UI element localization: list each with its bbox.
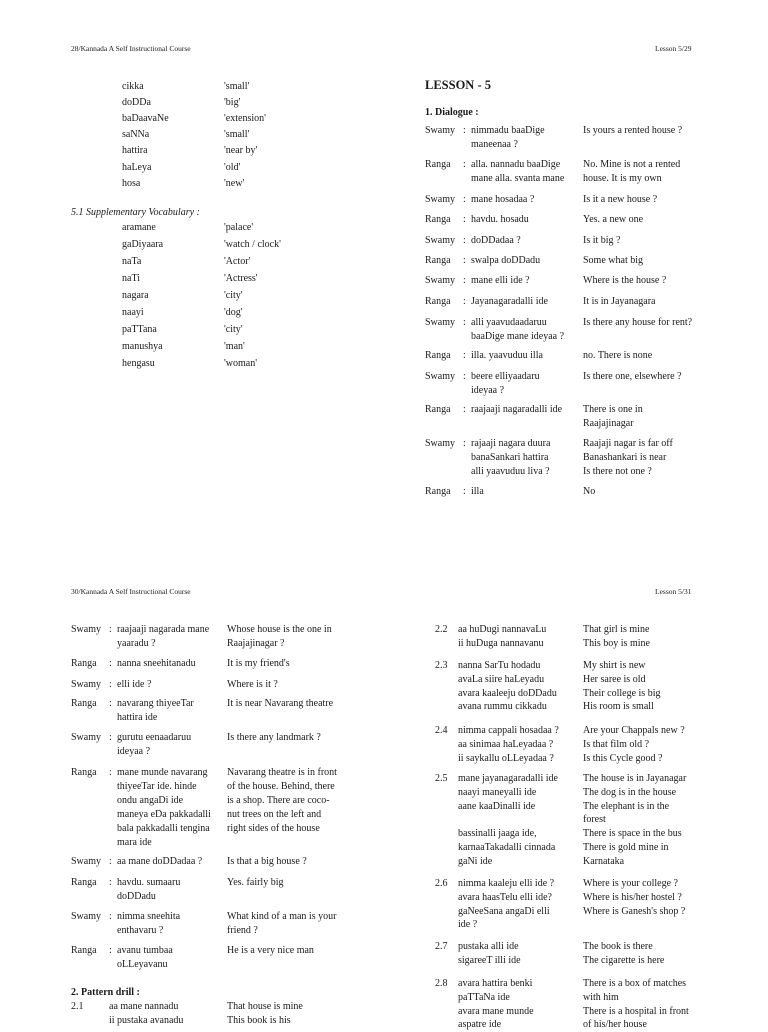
kannada-line: ii pustaka avanadu <box>109 1014 184 1026</box>
kannada-line: oLLeyavanu <box>117 959 168 970</box>
english-translation: Is there any house for rent? <box>583 317 693 328</box>
kannada-line: rajaaji nagara duura <box>471 438 551 449</box>
kannada-line: thiyeeTar ide. hinde <box>117 781 197 792</box>
english-translation: There is gold mine in <box>583 842 669 853</box>
english-translation: Raajajinagar ? <box>227 638 285 649</box>
colon: : <box>463 255 466 266</box>
kannada-line: aspatre ide <box>458 1019 502 1031</box>
english-translation: Navarang theatre is in front <box>227 767 337 778</box>
colon: : <box>109 945 112 956</box>
english-translation: It is in Jayanagara <box>583 296 656 307</box>
english-translation: Banashankari is near <box>583 452 667 463</box>
vocab-word: haLeya <box>122 161 152 173</box>
kannada-line: hattira ide <box>117 712 158 723</box>
english-translation: This boy is mine <box>583 637 650 649</box>
english-translation: forest <box>583 814 606 826</box>
speaker-name: Swamy <box>71 679 101 690</box>
english-translation: That girl is mine <box>583 624 650 635</box>
kannada-line: pustaka alli ide <box>458 941 519 952</box>
english-translation: no. There is none <box>583 350 653 361</box>
kannada-line: raajaaji nagaradalli ide <box>471 404 563 415</box>
kannada-line: mane jayanagaradalli ide <box>458 773 558 784</box>
kannada-line: nanna SarTu hodadu <box>458 660 541 671</box>
vocab-gloss: 'dog' <box>224 307 243 318</box>
kannada-line: ideyaa ? <box>471 385 505 396</box>
colon: : <box>463 438 466 449</box>
kannada-line: doDDadaa ? <box>471 235 521 246</box>
vocab-gloss: 'watch / clock' <box>224 239 281 250</box>
vocab-word: hosa <box>122 177 141 189</box>
kannada-line: enthavaru ? <box>117 925 164 936</box>
speaker-name: Ranga <box>71 658 97 669</box>
english-translation: Where is Ganesh's shop ? <box>583 905 686 917</box>
colon: : <box>109 767 112 778</box>
speaker-name: Ranga <box>71 877 97 888</box>
english-translation: It is near Navarang theatre <box>227 698 334 709</box>
speaker-name: Ranga <box>71 945 97 956</box>
kannada-line: bassinalli jaaga ide, <box>458 828 537 840</box>
vocab-word: gaDiyaara <box>122 239 164 250</box>
speaker-name: Swamy <box>425 317 455 328</box>
colon: : <box>109 911 112 922</box>
speaker-name: Ranga <box>425 404 451 415</box>
speaker-name: Swamy <box>425 194 455 205</box>
vocab-gloss: 'old' <box>224 161 241 173</box>
page-header: Lesson 5/29 <box>655 44 692 53</box>
english-translation: house. It is my own <box>583 173 662 184</box>
english-translation: Is yours a rented house ? <box>583 125 683 136</box>
kannada-line: navarang thiyeeTar <box>117 698 194 709</box>
kannada-line: karnaaTakadalli cinnada <box>458 842 556 853</box>
kannada-line: alla. nannadu baaDige <box>471 159 561 170</box>
vocab-word: baDaavaNe <box>122 113 169 125</box>
colon: : <box>463 296 466 307</box>
vocab-word: manushya <box>122 341 163 352</box>
kannada-line: maneya eDa pakkadalli <box>117 809 211 820</box>
page-header: Lesson 5/31 <box>655 587 692 596</box>
dialogue-heading: 1. Dialogue : <box>425 107 479 118</box>
colon: : <box>463 125 466 136</box>
kannada-line: nanna sneehitanadu <box>117 658 196 669</box>
speaker-name: Ranga <box>425 296 451 307</box>
kannada-line: alli yaavudaadaruu <box>471 317 547 328</box>
kannada-line: naayi maneyalli ide <box>458 786 537 798</box>
kannada-line: gaNeeSana angaDi elli <box>458 905 550 917</box>
english-translation: Whose house is the one in <box>227 624 332 635</box>
kannada-line: aane kaaDinalli ide <box>458 800 536 812</box>
drill-number: 2.2 <box>435 624 448 635</box>
vocab-word: aramane <box>122 222 156 233</box>
speaker-name: Swamy <box>425 235 455 246</box>
speaker-name: Swamy <box>425 275 455 286</box>
kannada-line: Jayanagaradalli ide <box>471 296 548 307</box>
kannada-line: havdu. sumaaru <box>117 877 181 888</box>
kannada-line: gurutu eenaadaruu <box>117 732 192 743</box>
kannada-line: banaSankari hattira <box>471 452 549 463</box>
vocab-gloss: 'city' <box>224 290 243 301</box>
kannada-line: beere elliyaadaru <box>471 371 540 382</box>
speaker-name: Swamy <box>71 911 101 922</box>
colon: : <box>109 679 112 690</box>
kannada-line: maneenaa ? <box>471 139 518 150</box>
drill-number: 2.7 <box>435 941 448 952</box>
english-translation: Is that film old ? <box>583 738 650 750</box>
kannada-line: elli ide ? <box>117 679 152 690</box>
colon: : <box>463 350 466 361</box>
english-translation: Her saree is old <box>583 673 646 685</box>
vocab-gloss: 'small' <box>224 129 250 141</box>
colon: : <box>463 235 466 246</box>
kannada-line: ii saykallu oLLeyadaa ? <box>458 752 554 764</box>
english-translation: There is one in <box>583 404 643 415</box>
kannada-line: nimma kaaleju elli ide ? <box>458 878 555 889</box>
english-translation: Yes. fairly big <box>227 877 284 888</box>
english-translation: Some what big <box>583 255 643 266</box>
vocab-word: saNNa <box>122 129 150 141</box>
drill-number: 2.8 <box>435 978 448 989</box>
english-translation: Their college is big <box>583 687 661 699</box>
speaker-name: Ranga <box>425 214 451 225</box>
english-translation: friend ? <box>227 925 258 936</box>
kannada-line: avara haasTelu elli ide? <box>458 891 552 903</box>
kannada-line: avanu tumbaa <box>117 945 173 956</box>
colon: : <box>109 698 112 709</box>
kannada-line: avara kaaleeju doDDadu <box>458 687 557 699</box>
vocab-gloss: 'near by' <box>224 145 258 157</box>
speaker-name: Ranga <box>425 486 451 497</box>
english-translation: The dog is in the house <box>583 786 677 798</box>
colon: : <box>109 624 112 635</box>
drill-number: 2.5 <box>435 773 448 784</box>
english-translation: The elephant is in the <box>583 800 670 812</box>
kannada-line: nimmadu baaDige <box>471 125 545 136</box>
vocab-gloss: 'woman' <box>224 358 258 369</box>
kannada-line: doDDadu <box>117 891 156 902</box>
kannada-line: aa mane doDDadaa ? <box>117 856 203 867</box>
speaker-name: Swamy <box>425 125 455 136</box>
page-header: 28/Kannada A Self Instructional Course <box>71 44 191 53</box>
drill-number: 2.3 <box>435 660 448 671</box>
speaker-name: Ranga <box>71 698 97 709</box>
kannada-line: mane alla. svanta mane <box>471 173 565 184</box>
english-translation: Where is your college ? <box>583 878 678 889</box>
speaker-name: Swamy <box>425 438 455 449</box>
colon: : <box>463 486 466 497</box>
english-translation: Raajaji nagar is far off <box>583 438 673 449</box>
english-translation: Karnataka <box>583 855 625 867</box>
drill-number: 2.1 <box>71 1001 84 1012</box>
colon: : <box>463 159 466 170</box>
english-translation: with him <box>583 991 619 1003</box>
colon: : <box>109 856 112 867</box>
pattern-drill-heading: 2. Pattern drill : <box>71 987 140 998</box>
english-translation: of the house. Behind, there <box>227 781 335 792</box>
english-translation: He is a very nice man <box>227 945 314 956</box>
vocab-gloss: 'city' <box>224 324 243 335</box>
kannada-line: gaNi ide <box>458 855 493 867</box>
colon: : <box>109 877 112 888</box>
vocab-gloss: 'Actor' <box>224 256 251 267</box>
english-translation: The cigarette is here <box>583 954 665 966</box>
kannada-line: illa <box>471 486 484 497</box>
english-translation: No. Mine is not a rented <box>583 159 681 170</box>
kannada-line: alli yaavuduu liva ? <box>471 466 550 477</box>
colon: : <box>463 404 466 415</box>
english-translation: is a shop. There are coco- <box>227 795 330 806</box>
vocab-word: hengasu <box>122 358 155 369</box>
english-translation: This book is his <box>227 1014 291 1026</box>
kannada-line: aa mane nannadu <box>109 1001 179 1012</box>
colon: : <box>463 214 466 225</box>
speaker-name: Swamy <box>425 371 455 382</box>
kannada-line: sigareeT illi ide <box>458 954 521 966</box>
english-translation: Is this Cycle good ? <box>583 752 663 764</box>
drill-number: 2.6 <box>435 878 448 889</box>
kannada-line: avara mane munde <box>458 1005 534 1017</box>
colon: : <box>109 658 112 669</box>
kannada-line: baaDige mane ideyaa ? <box>471 331 565 342</box>
kannada-line: mane elli ide ? <box>471 275 530 286</box>
vocab-word: hattira <box>122 145 148 157</box>
kannada-line: bala pakkadalli tengina <box>117 823 210 834</box>
english-translation: Is there one, elsewhere ? <box>583 371 682 382</box>
vocab-word: doDDa <box>122 97 151 109</box>
vocab-word: nagara <box>122 290 149 301</box>
drill-number: 2.4 <box>435 725 448 736</box>
kannada-line: nimma cappali hosadaa ? <box>458 725 559 736</box>
colon: : <box>463 317 466 328</box>
english-translation: His room is small <box>583 701 654 713</box>
speaker-name: Swamy <box>71 856 101 867</box>
english-translation: There is a box of matches <box>583 978 687 989</box>
vocab-word: paTTana <box>122 324 157 335</box>
vocab-word: cikka <box>122 81 144 92</box>
speaker-name: Ranga <box>425 255 451 266</box>
english-translation: right sides of the house <box>227 823 320 834</box>
english-translation: Where is the house ? <box>583 275 667 286</box>
kannada-line: paTTaNa ide <box>458 991 510 1003</box>
vocab-gloss: 'big' <box>224 97 241 109</box>
speaker-name: Swamy <box>71 732 101 743</box>
vocab-word: naTa <box>122 256 142 267</box>
lesson-title: LESSON - 5 <box>425 78 491 92</box>
colon: : <box>463 371 466 382</box>
kannada-line: avara hattira benki <box>458 978 533 989</box>
english-translation: Are your Chappals new ? <box>583 725 685 736</box>
english-translation: of his/her house <box>583 1019 647 1031</box>
english-translation: There is space in the bus <box>583 828 682 840</box>
supplementary-vocabulary-heading: 5.1 Supplementary Vocabulary : <box>71 207 200 218</box>
english-translation: Is there not one ? <box>583 466 652 477</box>
page-header: 30/Kannada A Self Instructional Course <box>71 587 191 596</box>
kannada-line: aa huDugi nannavaLu <box>458 624 547 635</box>
english-translation: It is my friend's <box>227 658 290 669</box>
kannada-line: aa sinimaa haLeyadaa ? <box>458 738 554 750</box>
colon: : <box>463 194 466 205</box>
english-translation: Is that a big house ? <box>227 856 307 867</box>
vocab-gloss: 'extension' <box>224 113 266 125</box>
english-translation: Where is it ? <box>227 679 278 690</box>
english-translation: That house is mine <box>227 1001 303 1012</box>
kannada-line: ide ? <box>458 919 478 931</box>
vocab-gloss: 'palace' <box>224 222 254 233</box>
english-translation: What kind of a man is your <box>227 911 337 922</box>
kannada-line: yaaradu ? <box>117 638 156 649</box>
kannada-line: mane munde navarang <box>117 767 208 778</box>
speaker-name: Swamy <box>71 624 101 635</box>
vocab-gloss: 'Actress' <box>224 273 258 284</box>
speaker-name: Ranga <box>425 159 451 170</box>
kannada-line: mane hosadaa ? <box>471 194 535 205</box>
kannada-line: ideyaa ? <box>117 746 151 757</box>
kannada-line: illa. yaavuduu illa <box>471 350 543 361</box>
kannada-line: nimma sneehita <box>117 911 181 922</box>
speaker-name: Ranga <box>425 350 451 361</box>
english-translation: Is it big ? <box>583 235 621 246</box>
kannada-line: ii huDuga nannavanu <box>458 637 544 649</box>
kannada-line: ondu angaDi ide <box>117 795 184 806</box>
vocab-word: naayi <box>122 307 144 318</box>
english-translation: Is it a new house ? <box>583 194 658 205</box>
english-translation: Is there any landmark ? <box>227 732 321 743</box>
english-translation: The book is there <box>583 941 653 952</box>
vocab-gloss: 'man' <box>224 341 245 352</box>
kannada-line: havdu. hosadu <box>471 214 529 225</box>
english-translation: No <box>583 486 596 497</box>
colon: : <box>463 275 466 286</box>
kannada-line: mara ide <box>117 837 152 848</box>
english-translation: Raajajinagar <box>583 418 634 429</box>
english-translation: nut trees on the left and <box>227 809 322 820</box>
kannada-line: avaLa siire haLeyadu <box>458 673 545 685</box>
vocab-gloss: 'small' <box>224 81 250 92</box>
kannada-line: raajaaji nagarada mane <box>117 624 210 635</box>
vocab-word: naTi <box>122 273 140 284</box>
kannada-line: avana rummu cikkadu <box>458 701 547 713</box>
vocab-gloss: 'new' <box>224 177 245 189</box>
english-translation: Where is his/her hostel ? <box>583 891 682 903</box>
english-translation: There is a hospital in front <box>583 1005 689 1017</box>
english-translation: My shirt is new <box>583 660 646 671</box>
english-translation: The house is in Jayanagar <box>583 773 687 784</box>
english-translation: Yes. a new one <box>583 214 644 225</box>
kannada-line: swalpa doDDadu <box>471 255 541 266</box>
colon: : <box>109 732 112 743</box>
speaker-name: Ranga <box>71 767 97 778</box>
